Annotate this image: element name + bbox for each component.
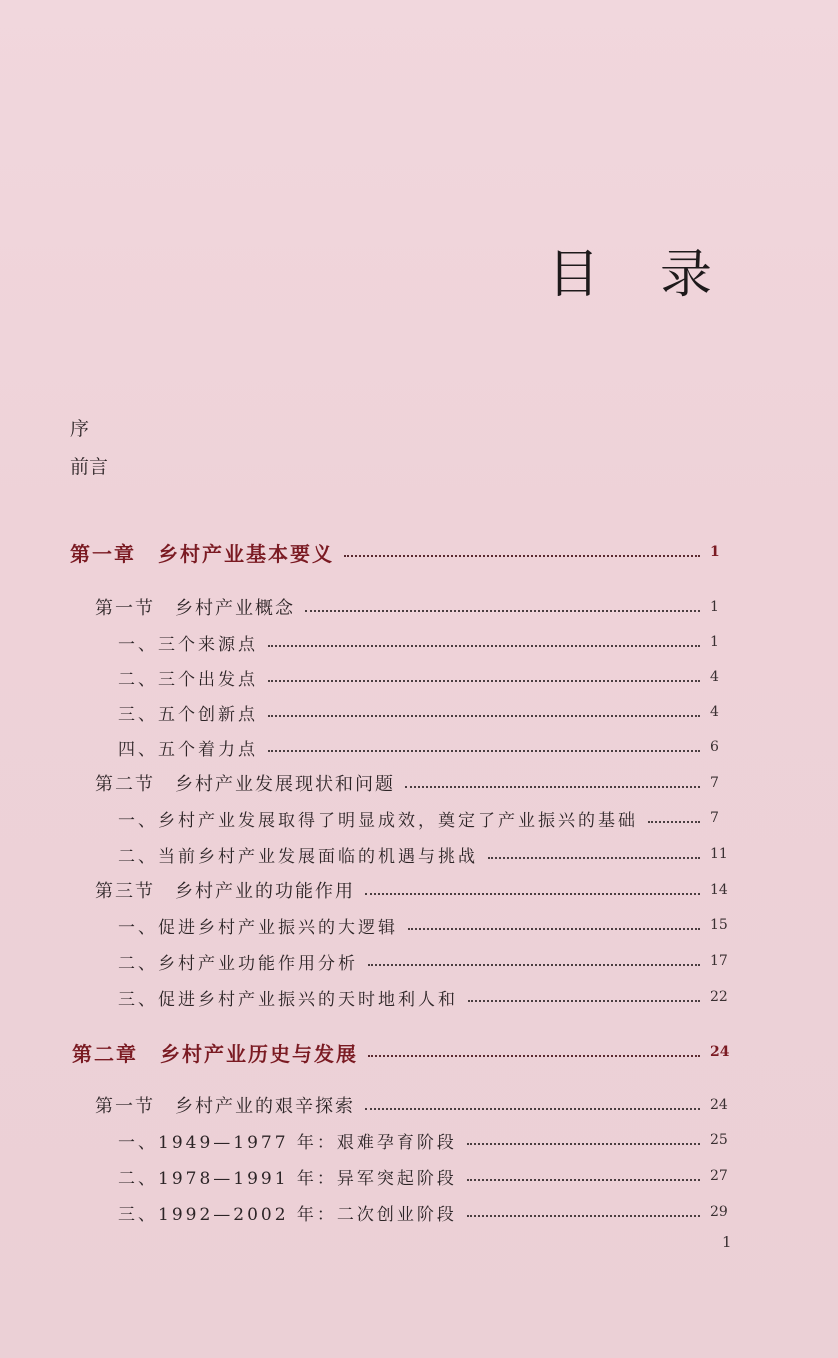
toc-page-number: 14 [710,882,728,898]
toc-item-row [0,662,838,692]
toc-section-title: 第二节 乡村产业发展现状和问题 [95,774,395,795]
toc-item-title: 二、当前乡村产业发展面临的机遇与挑战 [118,846,478,867]
toc-item-row [0,982,838,1012]
toc-section-row [0,1090,838,1120]
toc-item-title: 三、1992—2002 年：二次创业阶段 [118,1204,457,1225]
leader-dots [344,555,700,557]
toc-item-row [0,910,838,940]
toc-item-title: 三、促进乡村产业振兴的天时地利人和 [118,989,458,1010]
toc-section-title: 第一节 乡村产业的艰辛探索 [95,1096,355,1117]
leader-dots [268,715,700,717]
leader-dots [368,1055,700,1057]
leader-dots [488,857,700,859]
toc-page-number: 29 [710,1204,728,1220]
toc-item-row [0,803,838,833]
leader-dots [268,750,700,752]
leader-dots [305,610,700,612]
toc-item-title: 一、促进乡村产业振兴的大逻辑 [118,917,398,938]
toc-item-title: 二、三个出发点 [118,669,258,690]
toc-page-number: 11 [710,846,728,862]
leader-dots [467,1215,700,1217]
toc-section-row [0,875,838,905]
toc-item-row [0,697,838,727]
toc-item-row [0,627,838,657]
leader-dots [365,893,700,895]
toc-page-number: 7 [710,810,719,826]
leader-dots [467,1143,700,1145]
toc-item-title: 一、乡村产业发展取得了明显成效，奠定了产业振兴的基础 [118,810,638,831]
front-matter-preface: 序 [70,418,90,440]
toc-chapter-title: 第二章 乡村产业历史与发展 [72,1041,358,1066]
toc-page-number: 6 [710,739,719,755]
leader-dots [368,964,700,966]
toc-page-number: 1 [710,544,720,560]
page-number: 1 [722,1233,732,1251]
toc-item-row [0,1197,838,1227]
toc-item-title: 三、五个创新点 [118,704,258,725]
toc-page-number: 27 [710,1168,728,1184]
leader-dots [648,821,700,823]
toc-page-number: 4 [710,669,719,685]
toc-section-title: 第三节 乡村产业的功能作用 [95,881,355,902]
page-title: 目 录 [547,245,734,305]
toc-item-title: 一、1949—1977 年：艰难孕育阶段 [118,1132,457,1153]
toc-chapter-row [0,537,838,567]
toc-page-number: 1 [710,634,719,650]
toc-page-number: 7 [710,775,719,791]
leader-dots [268,680,700,682]
toc-item-row [0,732,838,762]
toc-item-row [0,839,838,869]
toc-page-number: 25 [710,1132,728,1148]
toc-page-number: 15 [710,917,728,933]
leader-dots [467,1179,700,1181]
toc-page-number: 1 [710,599,719,615]
toc-item-title: 四、五个着力点 [118,739,258,760]
toc-chapter-row [0,1037,838,1067]
toc-page-number: 22 [710,989,728,1005]
leader-dots [365,1108,700,1110]
toc-page-number: 4 [710,704,719,720]
leader-dots [405,786,700,788]
toc-item-row [0,946,838,976]
toc-item-row [0,1125,838,1155]
toc-section-row [0,768,838,798]
toc-page-number: 24 [710,1097,728,1113]
toc-item-title: 一、三个来源点 [118,634,258,655]
leader-dots [408,928,700,930]
toc-page-number: 24 [710,1044,730,1060]
front-matter-foreword: 前言 [70,456,109,478]
leader-dots [468,1000,700,1002]
toc-section-title: 第一节 乡村产业概念 [95,598,295,619]
toc-chapter-title: 第一章 乡村产业基本要义 [70,541,334,566]
toc-item-title: 二、1978—1991 年：异军突起阶段 [118,1168,457,1189]
leader-dots [268,645,700,647]
toc-page-number: 17 [710,953,728,969]
toc-item-row [0,1161,838,1191]
toc-section-row [0,592,838,622]
toc-item-title: 二、乡村产业功能作用分析 [118,953,358,974]
